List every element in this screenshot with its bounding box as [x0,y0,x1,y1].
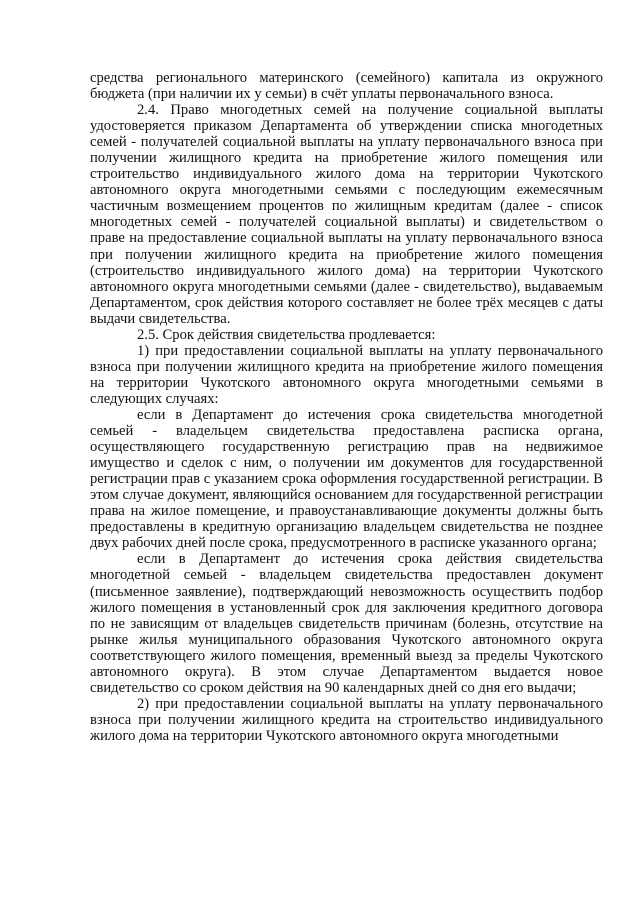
paragraph-item-2: 2) при предоставлении социальной выплаты на уплату первоначального взноса при получении жилищного кредита на строительство индивидуального жилого дома на территории Чукотского автономного округа многодетными [90,695,603,744]
paragraph-case-receipt: если в Департамент до истечения срока свидетельства многодетной семьей - владельцем свидетельства предоставлена расписка органа, осуществляющего государственную регистрацию прав на недвижимое имущество и сделок с ним, о получении им документов для государственной регистрации прав с указанием срока оформления государственной регистрации. В этом случае документ, являющийся основанием для государственной регистрации права на жилое помещение, и правоустанавливающие документы должны быть предоставлены в кредитную организацию владельцем свидетельства не позднее двух рабочих дней после срока, предусмотренного в расписке указанного органа; [90,406,603,552]
paragraph-case-statement: если в Департамент до истечения срока действия свидетельства многодетной семьей - владельцем свидетельства предоставлен документ (письменное заявление), подтверждающий невозможность осуществить подбор жилого помещения в установленный срок для заключения кредитного договора по не зависящим от владельцев свидетельств причинам (болезнь, отсутствие на рынке жилья муниципального образования Чукотского автономного округа соответствующего жилого помещения, временный выезд за пределы Чукотского автономного округа). В этом случае Департаментом выдается новое свидетельство со сроком действия на 90 календарных дней со дня его выдачи; [90,551,603,696]
paragraph-item-1: 1) при предоставлении социальной выплаты на уплату первоначального взноса при получении жилищного кредита на приобретение жилого помещения на территории Чукотского автономного округа многодетными семьями в следующих случаях: [90,342,603,407]
paragraph-2-4: 2.4. Право многодетных семей на получение социальной выплаты удостоверяется приказом Департамента об утверждении списка многодетных семей - получателей социальной выплаты на уплату первоначального взноса при получении жилищного кредита на приобретение жилого помещения или строительство индивидуального жилого дома на территории Чукотского автономного округа многодетными семьями с последующим ежемесячным частичным возмещением процентов по жилищным кредитам (далее - список многодетных семей - получателей социальной выплаты) и свидетельством о праве на предоставление социальной выплаты на уплату первоначального взноса при получении жилищного кредита на приобретение жилого помещения (строительство индивидуального жилого дома) на территории Чукотского автономного округа многодетными семьями (далее - свидетельство), выдаваемым Департаментом, срок действия которого составляет не более трёх месяцев с даты выдачи свидетельства. [90,102,603,327]
paragraph-continuation: средства регионального материнского (семейного) капитала из окружного бюджета (при наличии их у семьи) в счёт уплаты первоначального взноса. [90,70,603,103]
document-page [90,70,603,744]
paragraph-2-5: 2.5. Срок действия свидетельства продлевается: [137,326,436,343]
